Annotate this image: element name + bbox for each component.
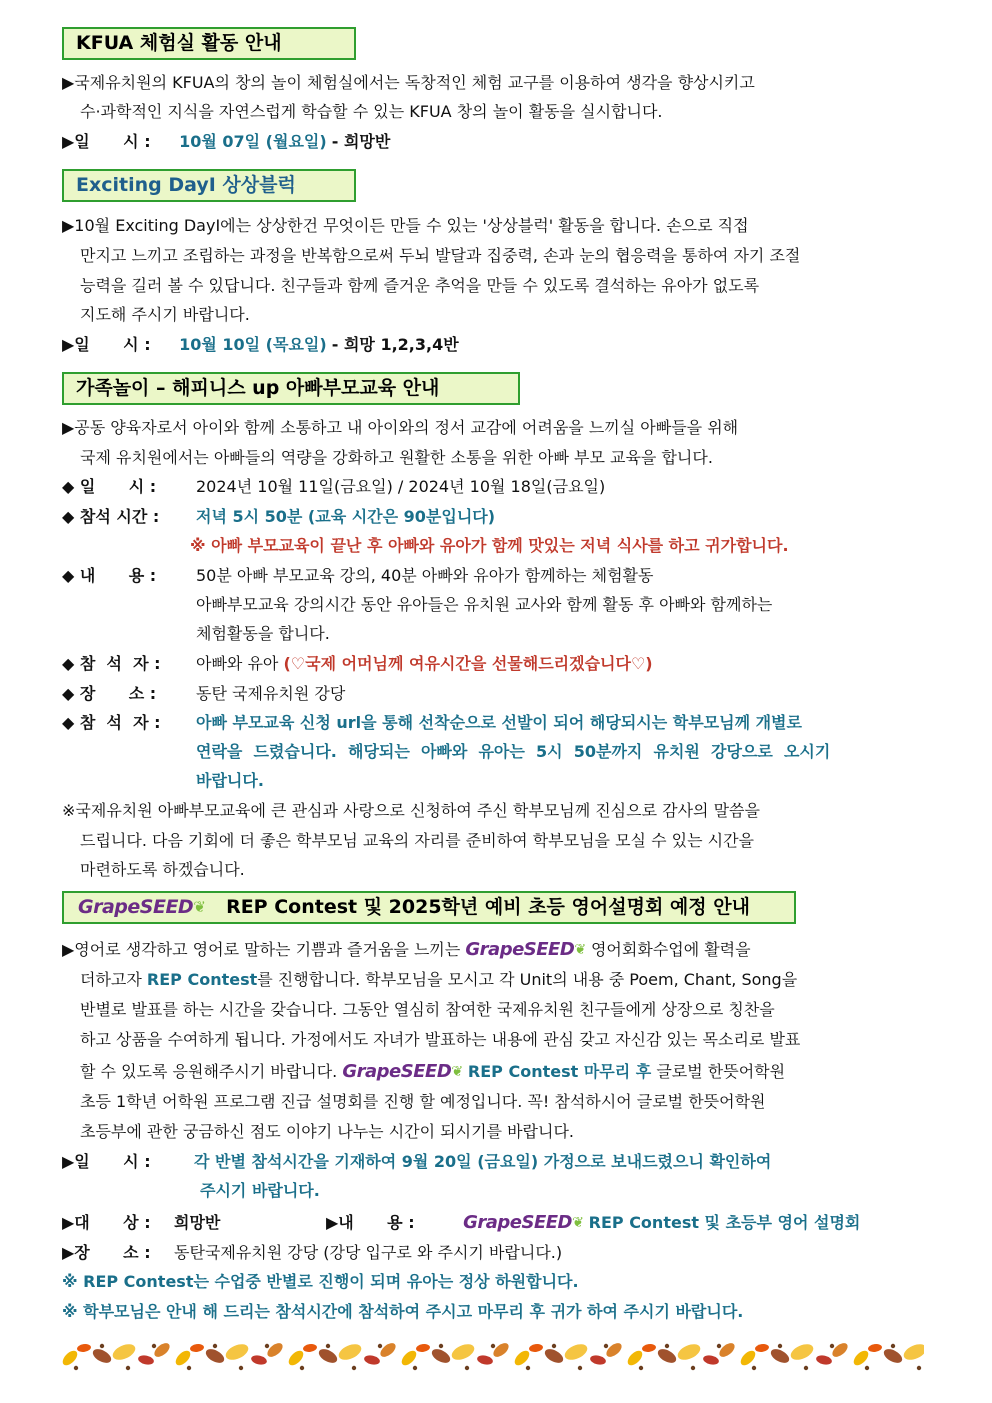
- leaf-icon: [265, 1340, 285, 1359]
- berry-icon: [917, 1366, 921, 1370]
- leaf-icon: [717, 1340, 737, 1359]
- leaf-icon: [250, 1354, 268, 1366]
- leaf-icon: [642, 1343, 657, 1353]
- berry-icon: [465, 1366, 469, 1370]
- leaf-icon: [738, 1348, 758, 1368]
- grapeseed-logo-inline-2: GrapeSEED❦: [342, 1061, 463, 1082]
- grapeseed-logo: GrapeSEED❦: [78, 896, 206, 918]
- berry-icon: [74, 1366, 78, 1370]
- berry-icon: [213, 1344, 217, 1348]
- berry-icon: [352, 1366, 356, 1370]
- leaf-icon: [589, 1354, 607, 1366]
- rep-date-label: ▶일 시 :: [62, 1152, 151, 1171]
- berry-icon: [691, 1366, 695, 1370]
- rep-paragraph-line4: 하고 상품을 수여하게 됩니다. 가정에서도 자녀가 발표하는 내용에 관심 갖고 자신감 있는 목소리로 발표: [80, 1030, 801, 1049]
- leaf-icon: ❦: [571, 1215, 584, 1231]
- berry-icon: [604, 1344, 608, 1348]
- berry-icon: [126, 1366, 130, 1370]
- leaf-icon: [868, 1343, 883, 1353]
- leaf-icon: ❦: [574, 942, 586, 958]
- exciting-paragraph-line3: 능력을 길러 볼 수 있답니다. 친구들과 함께 즐거운 추억을 만들 수 있도록 결석하는 유아가 없도록: [80, 276, 760, 295]
- rep-target-value: 희망반: [174, 1213, 221, 1232]
- berry-icon: [891, 1344, 895, 1348]
- leaf-icon: [543, 1346, 566, 1365]
- berry-icon: [778, 1344, 782, 1348]
- rep-paragraph-line3: 반별로 발표를 하는 시간을 갖습니다. 그동안 열심히 참여한 국제유치원 친구들에게 상장으로 칭찬을: [80, 1000, 775, 1019]
- family-paragraph-line1: ▶공동 양육자로서 아이와 함께 소통하고 내 아이와의 정서 교감에 어려움을 느끼실 아빠들을 위해: [62, 418, 739, 437]
- exciting-paragraph-line1: ▶10월 Exciting DayⅠ에는 상상한건 무엇이든 만들 수 있는 '상상블럭' 활동을 합니다. 손으로 직접: [62, 216, 749, 235]
- family-attend-note: (♡국제 어머님께 여유시간을 선물해드리겠습니다♡): [283, 654, 653, 673]
- berry-icon: [665, 1344, 669, 1348]
- leaf-icon: [702, 1354, 720, 1366]
- family-attend2-line3: 바랍니다.: [196, 771, 264, 790]
- family-attend2-line2: 연락을 드렸습니다. 해당되는 아빠와 유아는 5시 50분까지 유치원 강당으로 오시기: [196, 742, 831, 761]
- leaf-icon: [449, 1341, 476, 1363]
- berry-icon: [717, 1344, 721, 1348]
- family-thanks-line3: 마련하도록 하겠습니다.: [80, 860, 245, 879]
- family-attend-value: 아빠와 유아: [196, 654, 279, 673]
- leaf-icon: [830, 1340, 850, 1359]
- section-title-rep-contest: [62, 891, 796, 924]
- rep-title-text: REP Contest 및 2025학년 예비 초등 영어설명회 예정 안내: [226, 896, 750, 918]
- berry-icon: [239, 1366, 243, 1370]
- berry-icon: [265, 1344, 269, 1348]
- exciting-paragraph-line4: 지도해 주시기 바랍니다.: [80, 305, 250, 324]
- family-place-label: ◆ 장 소 :: [62, 684, 157, 703]
- berry-icon: [578, 1366, 582, 1370]
- berry-icon: [378, 1344, 382, 1348]
- family-content-line1: 50분 아빠 부모교육 강의, 40분 아빠와 유아가 함께하는 체험활동: [196, 566, 654, 585]
- leaf-icon: [152, 1340, 172, 1359]
- family-content-label: ◆ 내 용 :: [62, 566, 157, 585]
- family-content-line3: 체험활동을 합니다.: [196, 624, 330, 643]
- family-time-label: ◆ 참석 시간 :: [62, 507, 160, 526]
- kfua-date-label: ▶일 시 :: [62, 132, 151, 151]
- berry-icon: [865, 1366, 869, 1370]
- berry-icon: [413, 1366, 417, 1370]
- leaf-icon: [173, 1348, 193, 1368]
- berry-icon: [439, 1344, 443, 1348]
- leaf-icon: [137, 1354, 155, 1366]
- rep-paragraph-line1: ▶영어로 생각하고 영어로 말하는 기쁨과 즐거움을 느끼는 GrapeSEED❦ 영어회화수업에 활력을: [62, 939, 751, 960]
- leaf-icon: [851, 1348, 871, 1368]
- berry-icon: [639, 1366, 643, 1370]
- leaf-icon: [815, 1354, 833, 1366]
- kfua-date-row: [62, 132, 390, 152]
- leaf-icon: [901, 1341, 924, 1363]
- exciting-date-suffix: - 희망 1,2,3,4반: [331, 335, 459, 354]
- family-thanks-line2: 드립니다. 다음 기회에 더 좋은 학부모님 교육의 자리를 준비하여 학부모님을 모실 수 있는 시간을: [80, 831, 754, 850]
- leaf-icon: [303, 1343, 318, 1353]
- rep-paragraph-line6: 초등 1학년 어학원 프로그램 진급 설명회를 진행 할 예정입니다. 꼭! 참석하시어 글로벌 한뜻어학원: [80, 1092, 766, 1111]
- leaf-icon: [62, 1348, 80, 1368]
- leaf-icon: ❦: [451, 1064, 463, 1080]
- kfua-date-value: 10월 07일 (월요일): [179, 132, 327, 151]
- rep-content-row: ▶내 용 : GrapeSEED❦ REP Contest 및 초등부 영어 설명회: [326, 1212, 861, 1233]
- leaf-icon: ❦: [193, 898, 206, 916]
- kfua-paragraph-line1: ▶국제유치원의 KFUA의 창의 놀이 체험실에서는 독창적인 체험 교구를 이용하여 생각을 향상시키고: [62, 73, 755, 92]
- berry-icon: [830, 1344, 834, 1348]
- rep-note-2: ※ 학부모님은 안내 해 드리는 참석시간에 참석하여 주시고 마무리 후 귀가 하여 주시기 바랍니다.: [62, 1302, 744, 1321]
- family-date-label: ◆ 일 시 :: [62, 477, 157, 496]
- exciting-date-row: [62, 335, 459, 355]
- leaf-icon: [110, 1341, 137, 1363]
- rep-place-value: 동탄국제유치원 강당 (강당 입구로 와 주시기 바랍니다.): [174, 1243, 563, 1262]
- berry-icon: [152, 1344, 156, 1348]
- leaf-icon: [190, 1343, 205, 1353]
- rep-target-row: ▶대 상 : 희망반: [62, 1213, 221, 1232]
- section-title-family: 가족놀이 – 해피니스 up 아빠부모교육 안내: [62, 372, 520, 405]
- family-date-value: 2024년 10월 11일(금요일) / 2024년 10월 18일(금요일): [196, 477, 606, 496]
- berry-icon: [526, 1366, 530, 1370]
- berry-icon: [187, 1366, 191, 1370]
- leaf-icon: [562, 1341, 589, 1363]
- leaf-icon: [77, 1343, 92, 1353]
- exciting-paragraph-line2: 만지고 느끼고 조립하는 과정을 반복함으로써 두뇌 발달과 집중력, 손과 눈의 협응력을 통하여 자기 조절: [80, 246, 801, 265]
- leaf-icon: [882, 1346, 905, 1365]
- section-title-kfua: KFUA 체험실 활동 안내: [62, 27, 356, 60]
- leaf-icon: [755, 1343, 770, 1353]
- leaf-icon: [675, 1341, 702, 1363]
- leaf-icon: [529, 1343, 544, 1353]
- leaf-icon: [317, 1346, 340, 1365]
- leaf-icon: [604, 1340, 624, 1359]
- leaf-icon: [91, 1346, 114, 1365]
- family-attend2-line1: 아빠 부모교육 신청 url을 통해 선착순으로 선발이 되어 해당되시는 학부모님께 개별로: [196, 713, 802, 732]
- leaf-icon: [204, 1346, 227, 1365]
- family-time-value: 저녁 5시 50분 (교육 시간은 90분입니다): [196, 507, 496, 526]
- rep-date-line2: 주시기 바랍니다.: [200, 1181, 320, 1200]
- berry-icon: [804, 1366, 808, 1370]
- family-time-note: ※ 아빠 부모교육이 끝난 후 아빠와 유아가 함께 맛있는 저녁 식사를 하고 귀가합니다.: [190, 536, 789, 555]
- family-thanks-line1: ※국제유치원 아빠부모교육에 큰 관심과 사랑으로 신청하여 주신 학부모님께 진심으로 감사의 말씀을: [62, 801, 760, 820]
- berry-icon: [300, 1366, 304, 1370]
- berry-icon: [752, 1366, 756, 1370]
- rep-paragraph-line2: 더하고자 REP Contest를 진행합니다. 학부모님을 모시고 각 Unit의 내용 중 Poem, Chant, Song을: [80, 970, 798, 989]
- autumn-leaves-decoration: [62, 1334, 924, 1376]
- berry-icon: [491, 1344, 495, 1348]
- leaf-icon: [223, 1341, 250, 1363]
- family-content-line2: 아빠부모교육 강의시간 동안 유아들은 유치원 교사와 함께 활동 후 아빠와 함께하는: [196, 595, 773, 614]
- leaf-icon: [512, 1348, 532, 1368]
- rep-date-line1: 각 반별 참석시간을 기재하여 9월 20일 (금요일) 가정으로 보내드렸으니 확인하여: [194, 1152, 772, 1171]
- grapeseed-logo-inline: GrapeSEED❦: [465, 939, 586, 960]
- rep-place-row: ▶장 소 : 동탄국제유치원 강당 (강당 입구로 와 주시기 바랍니다.): [62, 1243, 563, 1262]
- berry-icon: [552, 1344, 556, 1348]
- rep-note-1: ※ REP Contest는 수업중 반별로 진행이 되며 유아는 정상 하원합니다.: [62, 1272, 579, 1291]
- berry-icon: [326, 1344, 330, 1348]
- kfua-paragraph-line2: 수·과학적인 지식을 자연스럽게 학습할 수 있는 KFUA 창의 놀이 활동을 실시합니다.: [80, 102, 663, 121]
- rep-content-value: REP Contest 및 초등부 영어 설명회: [588, 1213, 861, 1232]
- leaf-icon: [363, 1354, 381, 1366]
- rep-paragraph-line5: 할 수 있도록 응원해주시기 바랍니다. GrapeSEED❦ REP Contest 마무리 후 글로벌 한뜻어학원: [80, 1061, 786, 1082]
- leaf-icon: [336, 1341, 363, 1363]
- family-paragraph-line2: 국제 유치원에서는 아빠들의 역량을 강화하고 원활한 소통을 위한 아빠 부모 교육을 합니다.: [80, 448, 713, 467]
- leaf-icon: [769, 1346, 792, 1365]
- leaf-icon: [286, 1348, 306, 1368]
- grapeseed-logo-inline-3: GrapeSEED❦: [463, 1212, 584, 1233]
- family-place-value: 동탄 국제유치원 강당: [196, 684, 346, 703]
- leaf-icon: [378, 1340, 398, 1359]
- kfua-date-suffix: - 희망반: [331, 132, 391, 151]
- leaf-icon: [788, 1341, 815, 1363]
- family-attend-label: ◆ 참 석 자 :: [62, 654, 161, 673]
- leaf-icon: [625, 1348, 645, 1368]
- berry-icon: [100, 1344, 104, 1348]
- rep-paragraph-line7: 초등부에 관한 궁금하신 점도 이야기 나누는 시간이 되시기를 바랍니다.: [80, 1122, 574, 1141]
- leaf-icon: [491, 1340, 511, 1359]
- leaf-icon: [399, 1348, 419, 1368]
- leaf-icon: [656, 1346, 679, 1365]
- leaf-icon: [476, 1354, 494, 1366]
- family-attend-row: [196, 654, 653, 674]
- exciting-date-value: 10월 10일 (목요일): [179, 335, 327, 354]
- section-title-exciting-day: Exciting DayⅠ 상상블럭: [62, 169, 356, 202]
- leaf-icon: [430, 1346, 453, 1365]
- exciting-date-label: ▶일 시 :: [62, 335, 151, 354]
- leaf-icon: [416, 1343, 431, 1353]
- family-attend2-label: ◆ 참 석 자 :: [62, 713, 161, 732]
